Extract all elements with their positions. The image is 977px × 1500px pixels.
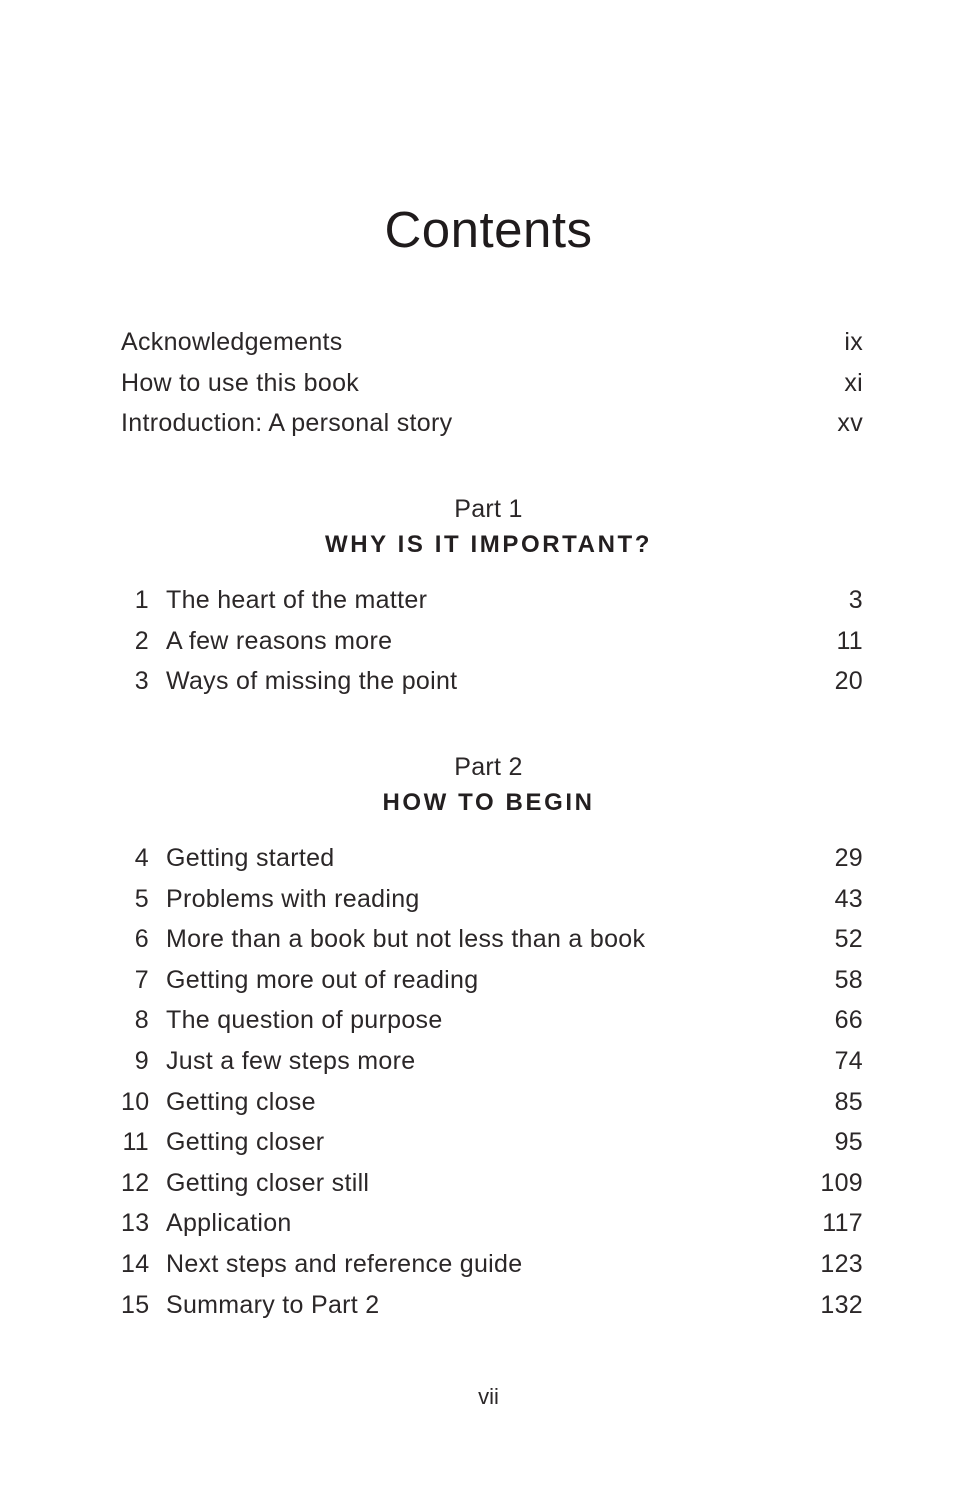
- chapter-title: The question of purpose: [166, 1006, 443, 1035]
- chapter-number: 15: [121, 1290, 150, 1319]
- toc-entry-page: ix: [844, 328, 863, 356]
- chapter-number: 12: [121, 1168, 150, 1197]
- chapter-title: A few reasons more: [166, 626, 393, 655]
- chapter-entry[interactable]: [121, 1006, 863, 1047]
- part-2-header: [0, 749, 977, 821]
- chapter-number: 4: [134, 844, 149, 872]
- chapter-entry[interactable]: [121, 1088, 863, 1129]
- chapter-page: 132: [820, 1290, 863, 1319]
- chapter-page: 123: [820, 1249, 863, 1278]
- chapter-title: More than a book but not less than a book: [166, 925, 646, 954]
- chapter-entry[interactable]: [121, 1209, 863, 1250]
- chapter-entry[interactable]: [121, 1250, 863, 1291]
- chapter-title: Next steps and reference guide: [166, 1249, 523, 1278]
- part-heading: WHY IS IT IMPORTANT?: [324, 531, 653, 558]
- toc-entry-title: Acknowledgements: [121, 328, 343, 356]
- toc-entry-title: How to use this book: [121, 368, 360, 397]
- chapter-number: 5: [134, 884, 149, 913]
- chapter-page: 117: [822, 1209, 863, 1238]
- chapter-entry[interactable]: [121, 925, 863, 966]
- chapter-entry[interactable]: [121, 966, 863, 1007]
- chapter-page: 43: [834, 884, 863, 913]
- chapter-title: Getting close: [166, 1087, 316, 1116]
- chapter-page: 85: [834, 1087, 863, 1116]
- chapter-number: 3: [134, 667, 149, 696]
- chapter-entry[interactable]: [121, 667, 863, 708]
- part-label: Part 1: [454, 495, 523, 523]
- chapter-page: 29: [834, 844, 863, 872]
- chapter-number: 6: [134, 925, 149, 954]
- toc-entry[interactable]: [121, 409, 863, 450]
- chapter-page: 74: [834, 1046, 863, 1075]
- chapter-title: The heart of the matter: [166, 586, 428, 614]
- chapter-number: 9: [134, 1046, 149, 1075]
- chapter-page: 66: [834, 1006, 863, 1035]
- chapter-number: 8: [134, 1006, 149, 1035]
- chapter-entry[interactable]: [121, 1169, 863, 1210]
- chapter-page: 20: [834, 667, 863, 696]
- part-heading: HOW TO BEGIN: [382, 789, 595, 816]
- toc-entry-page: xv: [837, 409, 863, 438]
- chapter-title: Problems with reading: [166, 884, 420, 913]
- chapter-page: 58: [834, 965, 863, 994]
- chapter-title: Getting more out of reading: [166, 965, 479, 994]
- part-1-header: [0, 491, 977, 563]
- toc-entry[interactable]: [121, 369, 863, 410]
- chapter-page: 52: [834, 925, 863, 954]
- chapter-entry[interactable]: [121, 844, 863, 885]
- chapter-number: 13: [121, 1209, 150, 1238]
- chapter-number: 14: [121, 1249, 150, 1278]
- chapter-page: 11: [836, 626, 863, 655]
- toc-entry[interactable]: [121, 328, 863, 369]
- chapter-entry[interactable]: [121, 1047, 863, 1088]
- part-2-chapter-list: [121, 844, 863, 1331]
- chapter-page: 109: [820, 1168, 863, 1197]
- chapter-entry[interactable]: [121, 1291, 863, 1332]
- chapter-entry[interactable]: [121, 627, 863, 668]
- part-1-chapter-list: [121, 586, 863, 708]
- chapter-title: Summary to Part 2: [166, 1290, 380, 1319]
- chapter-page: 95: [834, 1128, 863, 1157]
- part-label: Part 2: [454, 753, 523, 781]
- chapter-title: Ways of missing the point: [166, 667, 458, 696]
- chapter-number: 10: [121, 1087, 150, 1116]
- toc-entry-page: xi: [844, 368, 863, 397]
- chapter-page: 3: [848, 586, 863, 614]
- chapter-number: 1: [134, 586, 149, 614]
- chapter-number: 2: [134, 626, 149, 655]
- chapter-title: Getting started: [166, 844, 335, 872]
- chapter-title: Getting closer still: [166, 1168, 370, 1197]
- chapter-entry[interactable]: [121, 885, 863, 926]
- chapter-title: Just a few steps more: [166, 1046, 416, 1075]
- toc-entry-title: Introduction: A personal story: [121, 409, 453, 438]
- chapter-number: 7: [134, 965, 149, 994]
- chapter-number: 11: [122, 1128, 149, 1157]
- chapter-title: Getting closer: [166, 1128, 325, 1157]
- front-matter-list: [121, 328, 863, 450]
- chapter-entry[interactable]: [121, 586, 863, 627]
- chapter-title: Application: [166, 1209, 292, 1238]
- chapter-entry[interactable]: [121, 1128, 863, 1169]
- page-number: vii: [478, 1384, 499, 1409]
- page-title: Contents: [384, 201, 593, 258]
